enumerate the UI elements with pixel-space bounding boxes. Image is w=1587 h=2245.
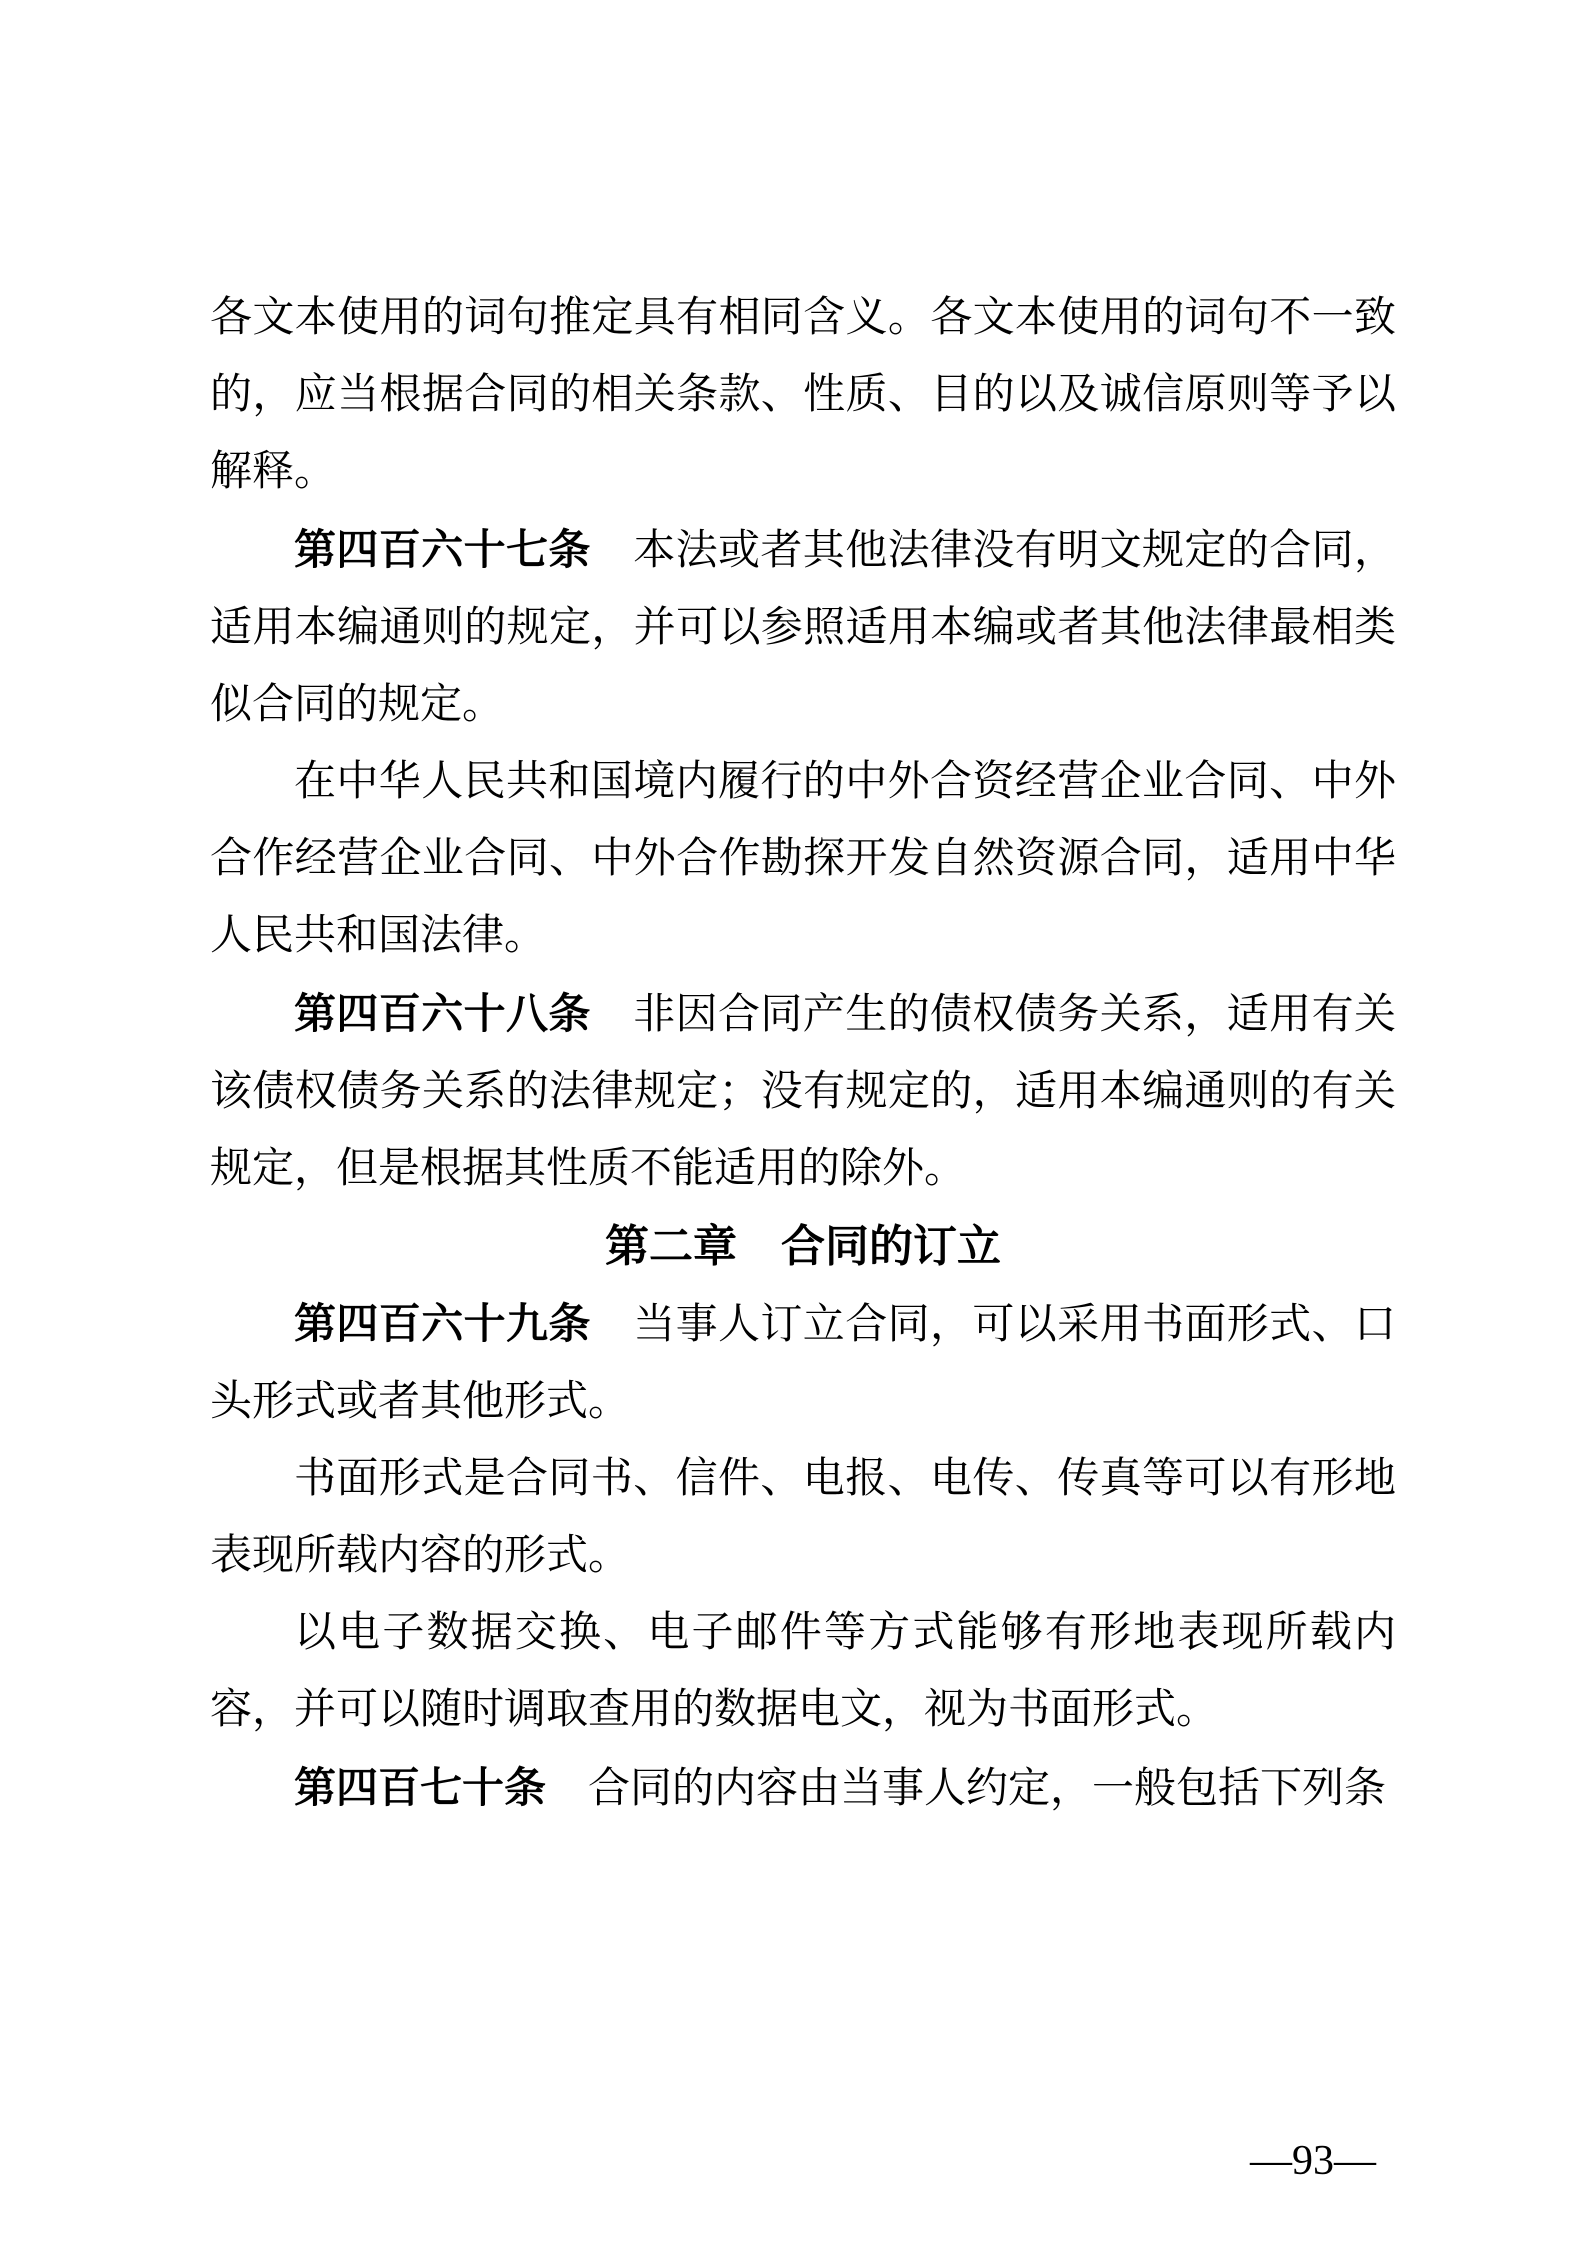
article-470-number: 第四百七十条 <box>294 1764 547 1811</box>
article-467-second-paragraph: 在中华人民共和国境内履行的中外合资经营企业合同、中外合作经营企业合同、中外合作勘探开发自然资源合同，适用中华人民共和国法律。 <box>210 759 1396 959</box>
article-470-text: 合同的内容由当事人约定，一般包括下列条 <box>546 1766 1387 1812</box>
page-body <box>210 280 1396 1828</box>
article-470-paragraph <box>210 1749 1396 1828</box>
article-468-paragraph <box>210 975 1396 1208</box>
article-467-number: 第四百六十七条 <box>294 526 591 573</box>
interpretation-continuation-paragraph: 各文本使用的词句推定具有相同含义。各文本使用的词句不一致的，应当根据合同的相关条款、性质、目的以及诚信原则等予以解释。 <box>210 295 1396 495</box>
article-469-paragraph <box>210 1285 1396 1441</box>
article-469-written-form-paragraph: 书面形式是合同书、信件、电报、电传、传真等可以有形地表现所载内容的形式。 <box>210 1456 1396 1579</box>
article-469-text: 当事人订立合同，可以采用书面形式、口头形式或者其他形式。 <box>210 1302 1396 1425</box>
article-468-number: 第四百六十八条 <box>294 990 591 1037</box>
article-467-paragraph <box>210 511 1396 744</box>
article-467-text: 本法或者其他法律没有明文规定的合同，适用本编通则的规定，并可以参照适用本编或者其他法律最相类似合同的规定。 <box>210 528 1396 728</box>
page-number: —93— <box>1250 2138 1376 2184</box>
article-469-electronic-form-paragraph: 以电子数据交换、电子邮件等方式能够有形地表现所载内容，并可以随时调取查用的数据电文，视为书面形式。 <box>210 1610 1396 1733</box>
chapter-2-heading: 第二章 合同的订立 <box>605 1222 1001 1271</box>
article-469-number: 第四百六十九条 <box>294 1300 591 1347</box>
article-468-text: 非因合同产生的债权债务关系，适用有关该债权债务关系的法律规定；没有规定的，适用本编通则的有关规定，但是根据其性质不能适用的除外。 <box>210 992 1396 1192</box>
